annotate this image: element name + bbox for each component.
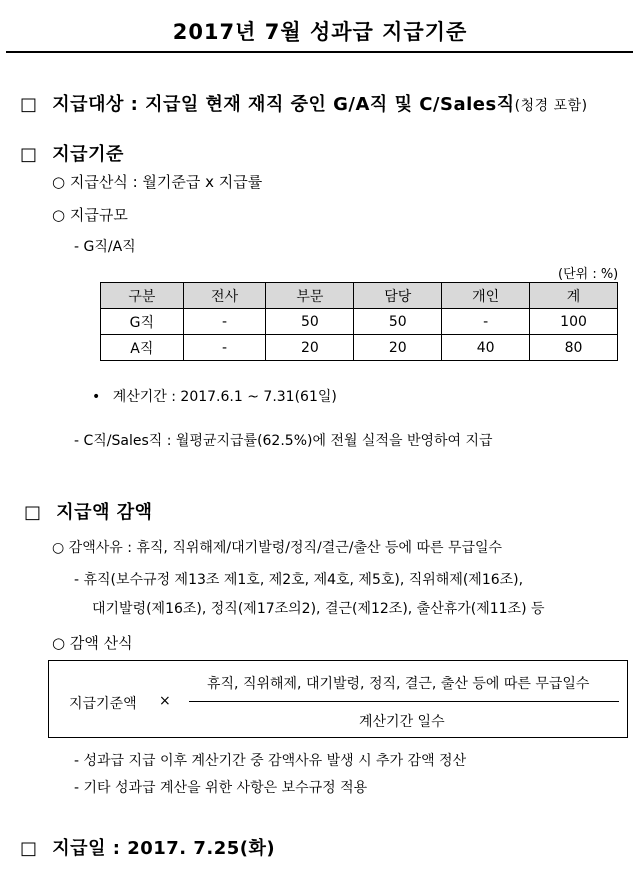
deduction-section (24, 498, 153, 524)
payday-text: 지급일 : 2017. 7.25(화) (52, 838, 276, 859)
table-cell: - (183, 335, 266, 361)
bullet-icon: • (92, 389, 101, 405)
table-header: 전사 (183, 283, 266, 309)
checkbox-square-icon: □ (20, 144, 38, 165)
table-cell: - (183, 309, 266, 335)
table-cell: 40 (442, 335, 530, 361)
table-cell: 80 (530, 335, 618, 361)
table-row (101, 335, 618, 361)
detail-line-1: - 휴직(보수규정 제13조 제1호, 제2호, 제4호, 제5호), 직위해제(제16조), (74, 572, 524, 588)
table-cell: G직 (101, 309, 184, 335)
page-title: 2017년 7월 성과급 지급기준 (172, 20, 468, 44)
payday-section (20, 834, 275, 860)
formula-denominator: 계산기간 일수 (359, 714, 445, 730)
ga-line: - G직/A직 (74, 239, 136, 255)
table-header-row (101, 283, 618, 309)
times-icon: × (159, 693, 171, 709)
target-section (20, 90, 588, 116)
formula-numerator: 휴직, 직위해제, 대기발령, 정직, 결근, 출산 등에 따른 무급일수 (207, 676, 590, 692)
criteria-heading: 지급기준 (52, 144, 124, 165)
reason-line: ○ 감액사유 : 휴직, 직위해제/대기발령/정직/결근/출산 등에 따른 무급일수 (52, 540, 503, 556)
rate-table (100, 282, 618, 361)
table-header: 계 (530, 283, 618, 309)
target-note: (청경 포함) (514, 98, 588, 114)
table-cell: 20 (266, 335, 354, 361)
period-text: 계산기간 : 2017.6.1 ~ 7.31(61일) (112, 389, 337, 405)
table-header: 담당 (354, 283, 442, 309)
table-header: 구분 (101, 283, 184, 309)
deduction-formula-box (48, 660, 628, 738)
checkbox-square-icon: □ (24, 502, 42, 523)
calc-line: ○ 감액 산식 (52, 634, 133, 652)
fraction-line (189, 701, 619, 702)
criteria-section (20, 140, 124, 166)
table-row (101, 309, 618, 335)
table-cell: 20 (354, 335, 442, 361)
title-divider (6, 51, 633, 53)
table-cell: - (442, 309, 530, 335)
detail-line-2: 대기발령(제16조), 정직(제17조의2), 결근(제12조), 출산휴가(제11조) 등 (92, 601, 545, 617)
table-cell: 50 (354, 309, 442, 335)
deduction-heading: 지급액 감액 (56, 502, 153, 523)
scale-line: ○ 지급규모 (52, 206, 128, 224)
note-1: - 성과급 지급 이후 계산기간 중 감액사유 발생 시 추가 감액 정산 (74, 753, 467, 769)
table-cell: A직 (101, 335, 184, 361)
checkbox-square-icon: □ (20, 94, 38, 115)
table-cell: 50 (266, 309, 354, 335)
note-2: - 기타 성과급 계산을 위한 사항은 보수규정 적용 (74, 780, 368, 796)
target-text: 지급대상 : 지급일 현재 재직 중인 G/A직 및 C/Sales직 (52, 94, 515, 115)
checkbox-square-icon: □ (20, 838, 38, 859)
formula-left: 지급기준액 (69, 696, 137, 712)
period-line (92, 386, 337, 406)
table-header: 부문 (266, 283, 354, 309)
formula-line: ○ 지급산식 : 월기준급 x 지급률 (52, 173, 263, 191)
table-cell: 100 (530, 309, 618, 335)
unit-label: (단위 : %) (558, 267, 619, 282)
table-header: 개인 (442, 283, 530, 309)
sales-line: - C직/Sales직 : 월평균지급률(62.5%)에 전월 실적을 반영하여 지급 (74, 433, 493, 449)
